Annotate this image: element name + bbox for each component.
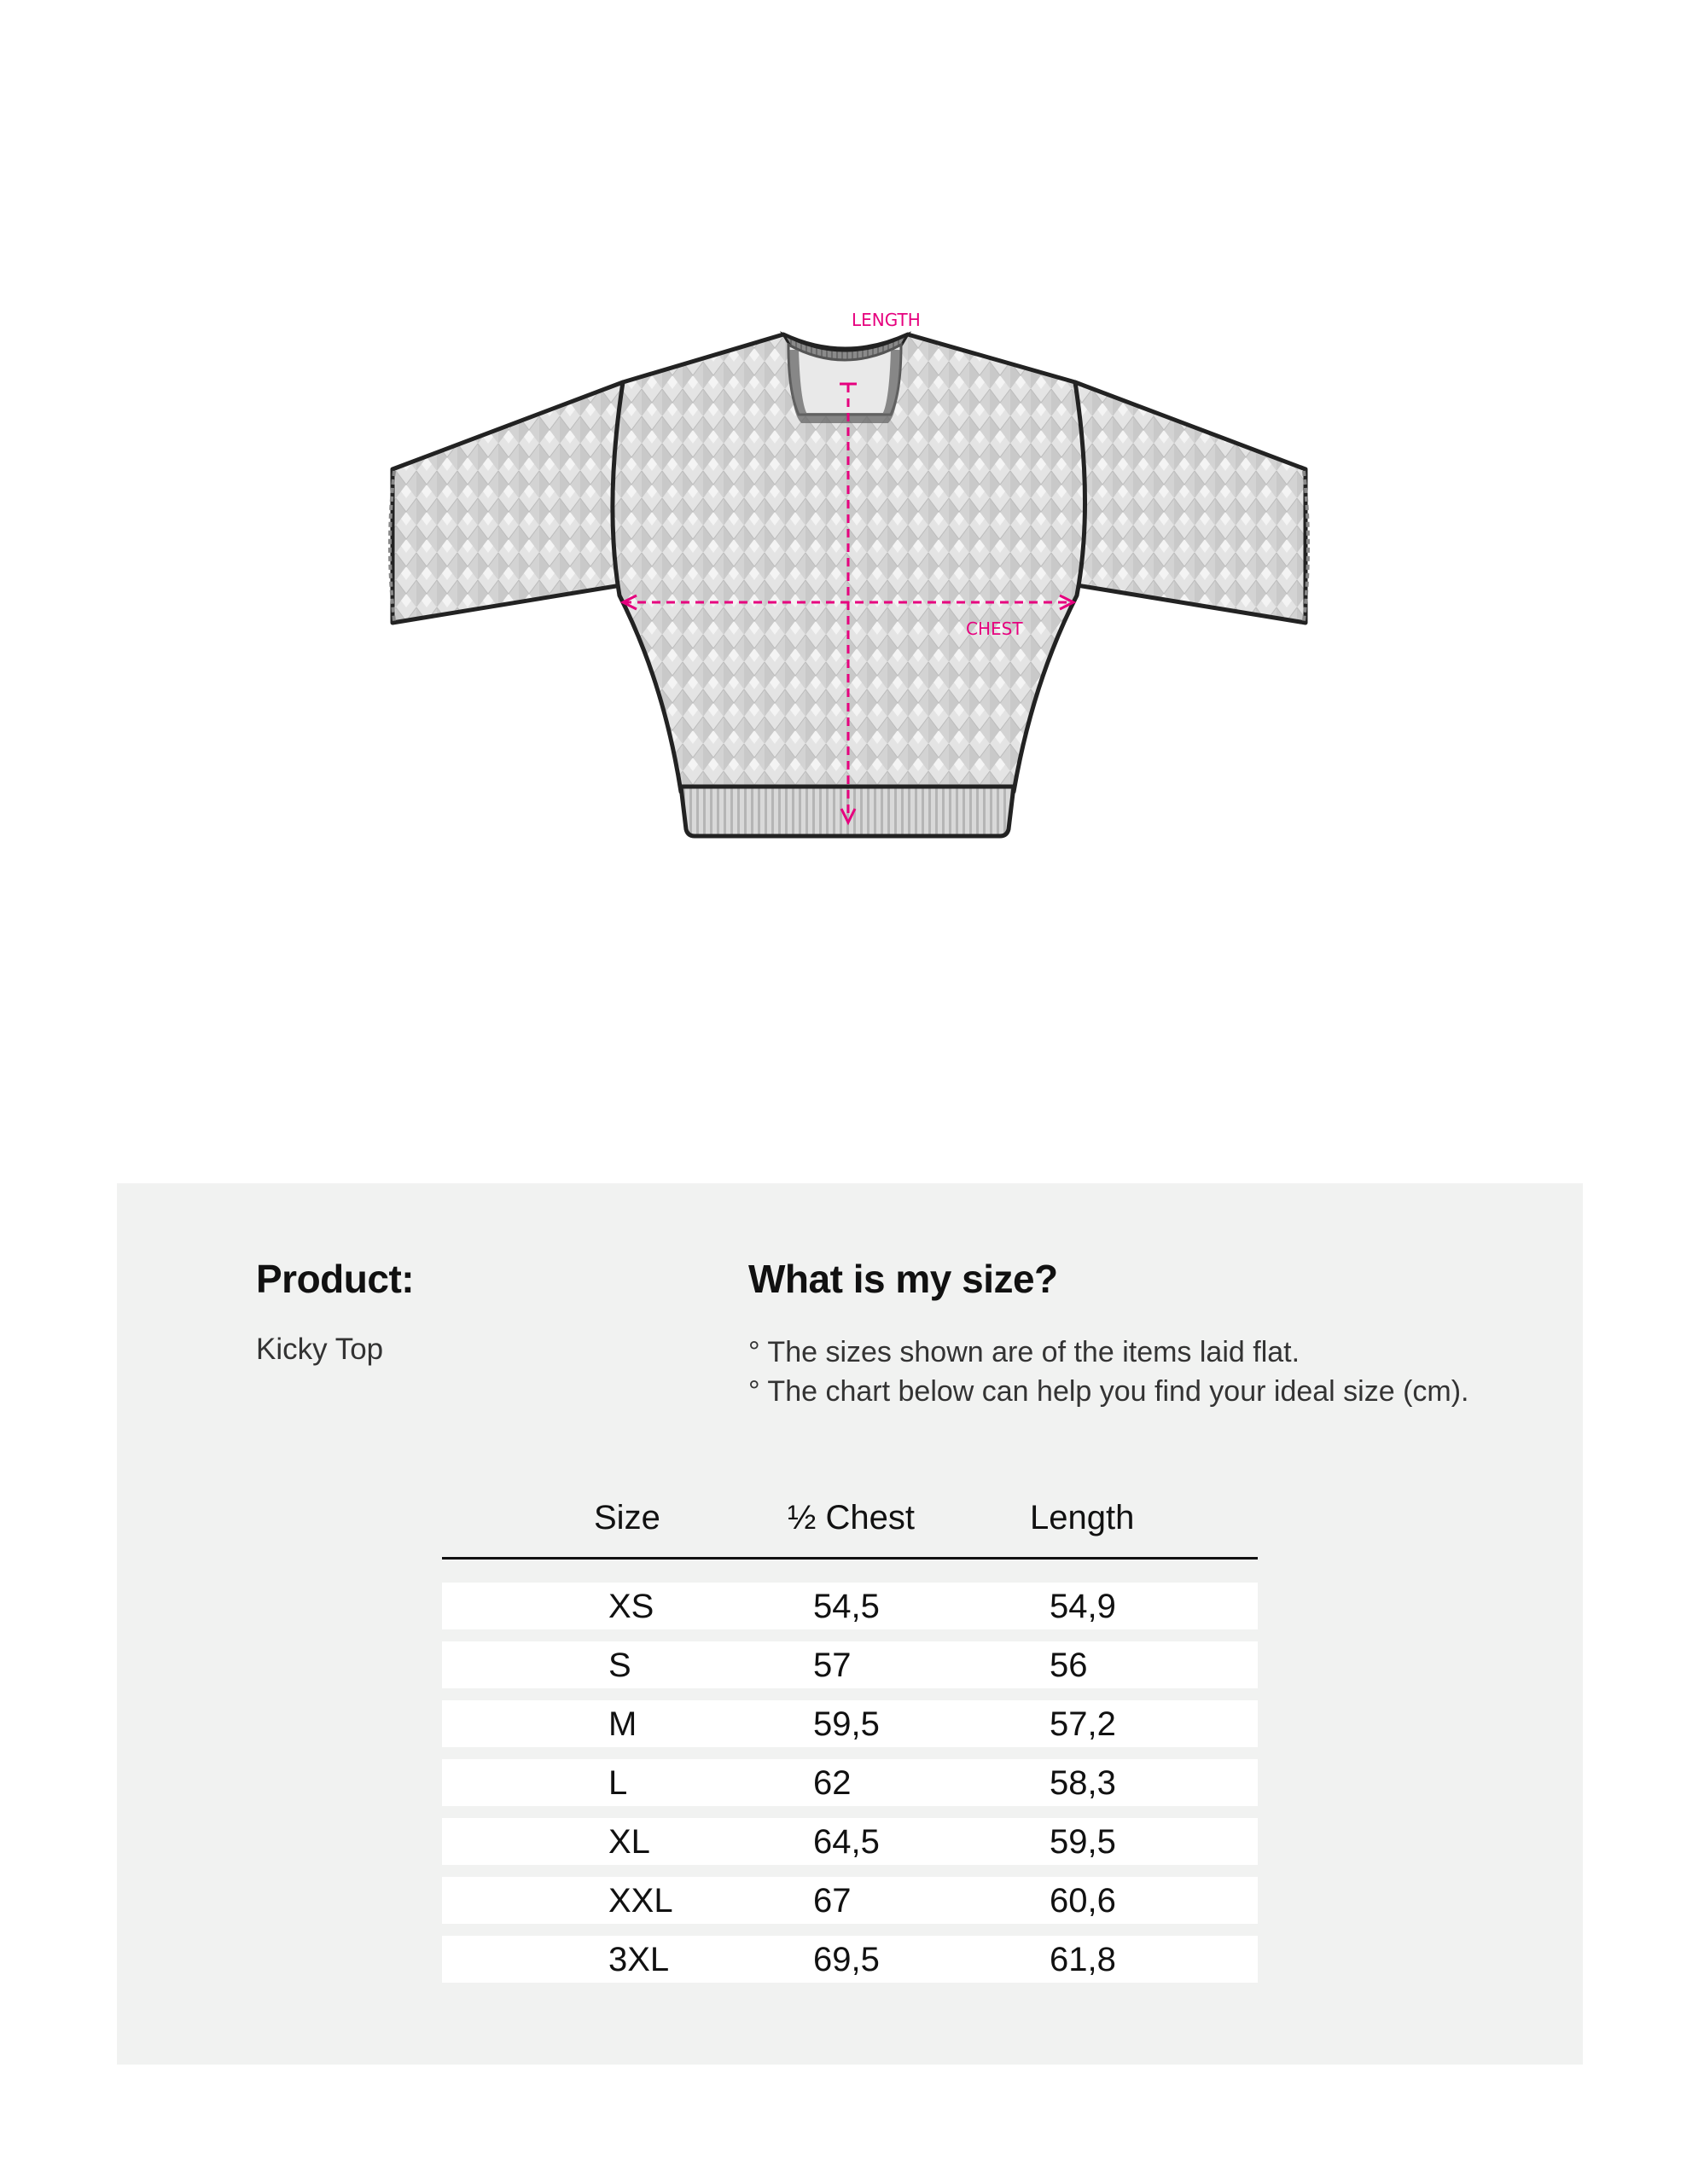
cell-length: 61,8	[1050, 1941, 1116, 1978]
note-laid-flat: ° The sizes shown are of the items laid flat.	[748, 1336, 1300, 1368]
table-row	[442, 1759, 1258, 1806]
cell-size: 3XL	[608, 1941, 670, 1978]
cell-length: 54,9	[1050, 1588, 1116, 1625]
table-row	[442, 1583, 1258, 1629]
cell-half-chest: 57	[813, 1647, 852, 1684]
chest-label: CHEST	[966, 619, 1023, 639]
cell-size: M	[608, 1705, 637, 1743]
cell-length: 58,3	[1050, 1764, 1116, 1802]
cell-length: 60,6	[1050, 1882, 1116, 1920]
size-table	[442, 1499, 1258, 1995]
cell-length: 57,2	[1050, 1705, 1116, 1743]
cell-half-chest: 64,5	[813, 1823, 880, 1861]
length-label: LENGTH	[852, 310, 921, 330]
table-header	[442, 1499, 1258, 1560]
cell-half-chest: 54,5	[813, 1588, 880, 1625]
cell-length: 59,5	[1050, 1823, 1116, 1861]
size-notes	[748, 1333, 1469, 1411]
cell-half-chest: 67	[813, 1882, 852, 1920]
size-heading: What is my size?	[748, 1257, 1058, 1301]
header-length: Length	[1030, 1499, 1135, 1536]
note-chart-help: ° The chart below can help you find your ideal size (cm).	[748, 1375, 1469, 1408]
sweater-illustration	[375, 307, 1331, 870]
cell-size: L	[608, 1764, 628, 1802]
table-row	[442, 1877, 1258, 1924]
table-body	[442, 1583, 1258, 1983]
product-heading: Product:	[256, 1257, 415, 1301]
cell-length: 56	[1050, 1647, 1088, 1684]
table-row	[442, 1641, 1258, 1688]
cell-size: S	[608, 1647, 631, 1684]
cell-half-chest: 62	[813, 1764, 852, 1802]
cell-size: XL	[608, 1823, 650, 1861]
header-size: Size	[594, 1499, 660, 1536]
product-name: Kicky Top	[256, 1333, 384, 1366]
cell-half-chest: 69,5	[813, 1941, 880, 1978]
header-half-chest: ½ Chest	[788, 1499, 915, 1536]
table-row	[442, 1700, 1258, 1747]
size-info-panel	[117, 1183, 1583, 2065]
cell-half-chest: 59,5	[813, 1705, 880, 1743]
cell-size: XXL	[608, 1882, 673, 1920]
table-row	[442, 1936, 1258, 1983]
cell-size: XS	[608, 1588, 654, 1625]
sweater-icon	[375, 307, 1331, 870]
table-row	[442, 1818, 1258, 1865]
